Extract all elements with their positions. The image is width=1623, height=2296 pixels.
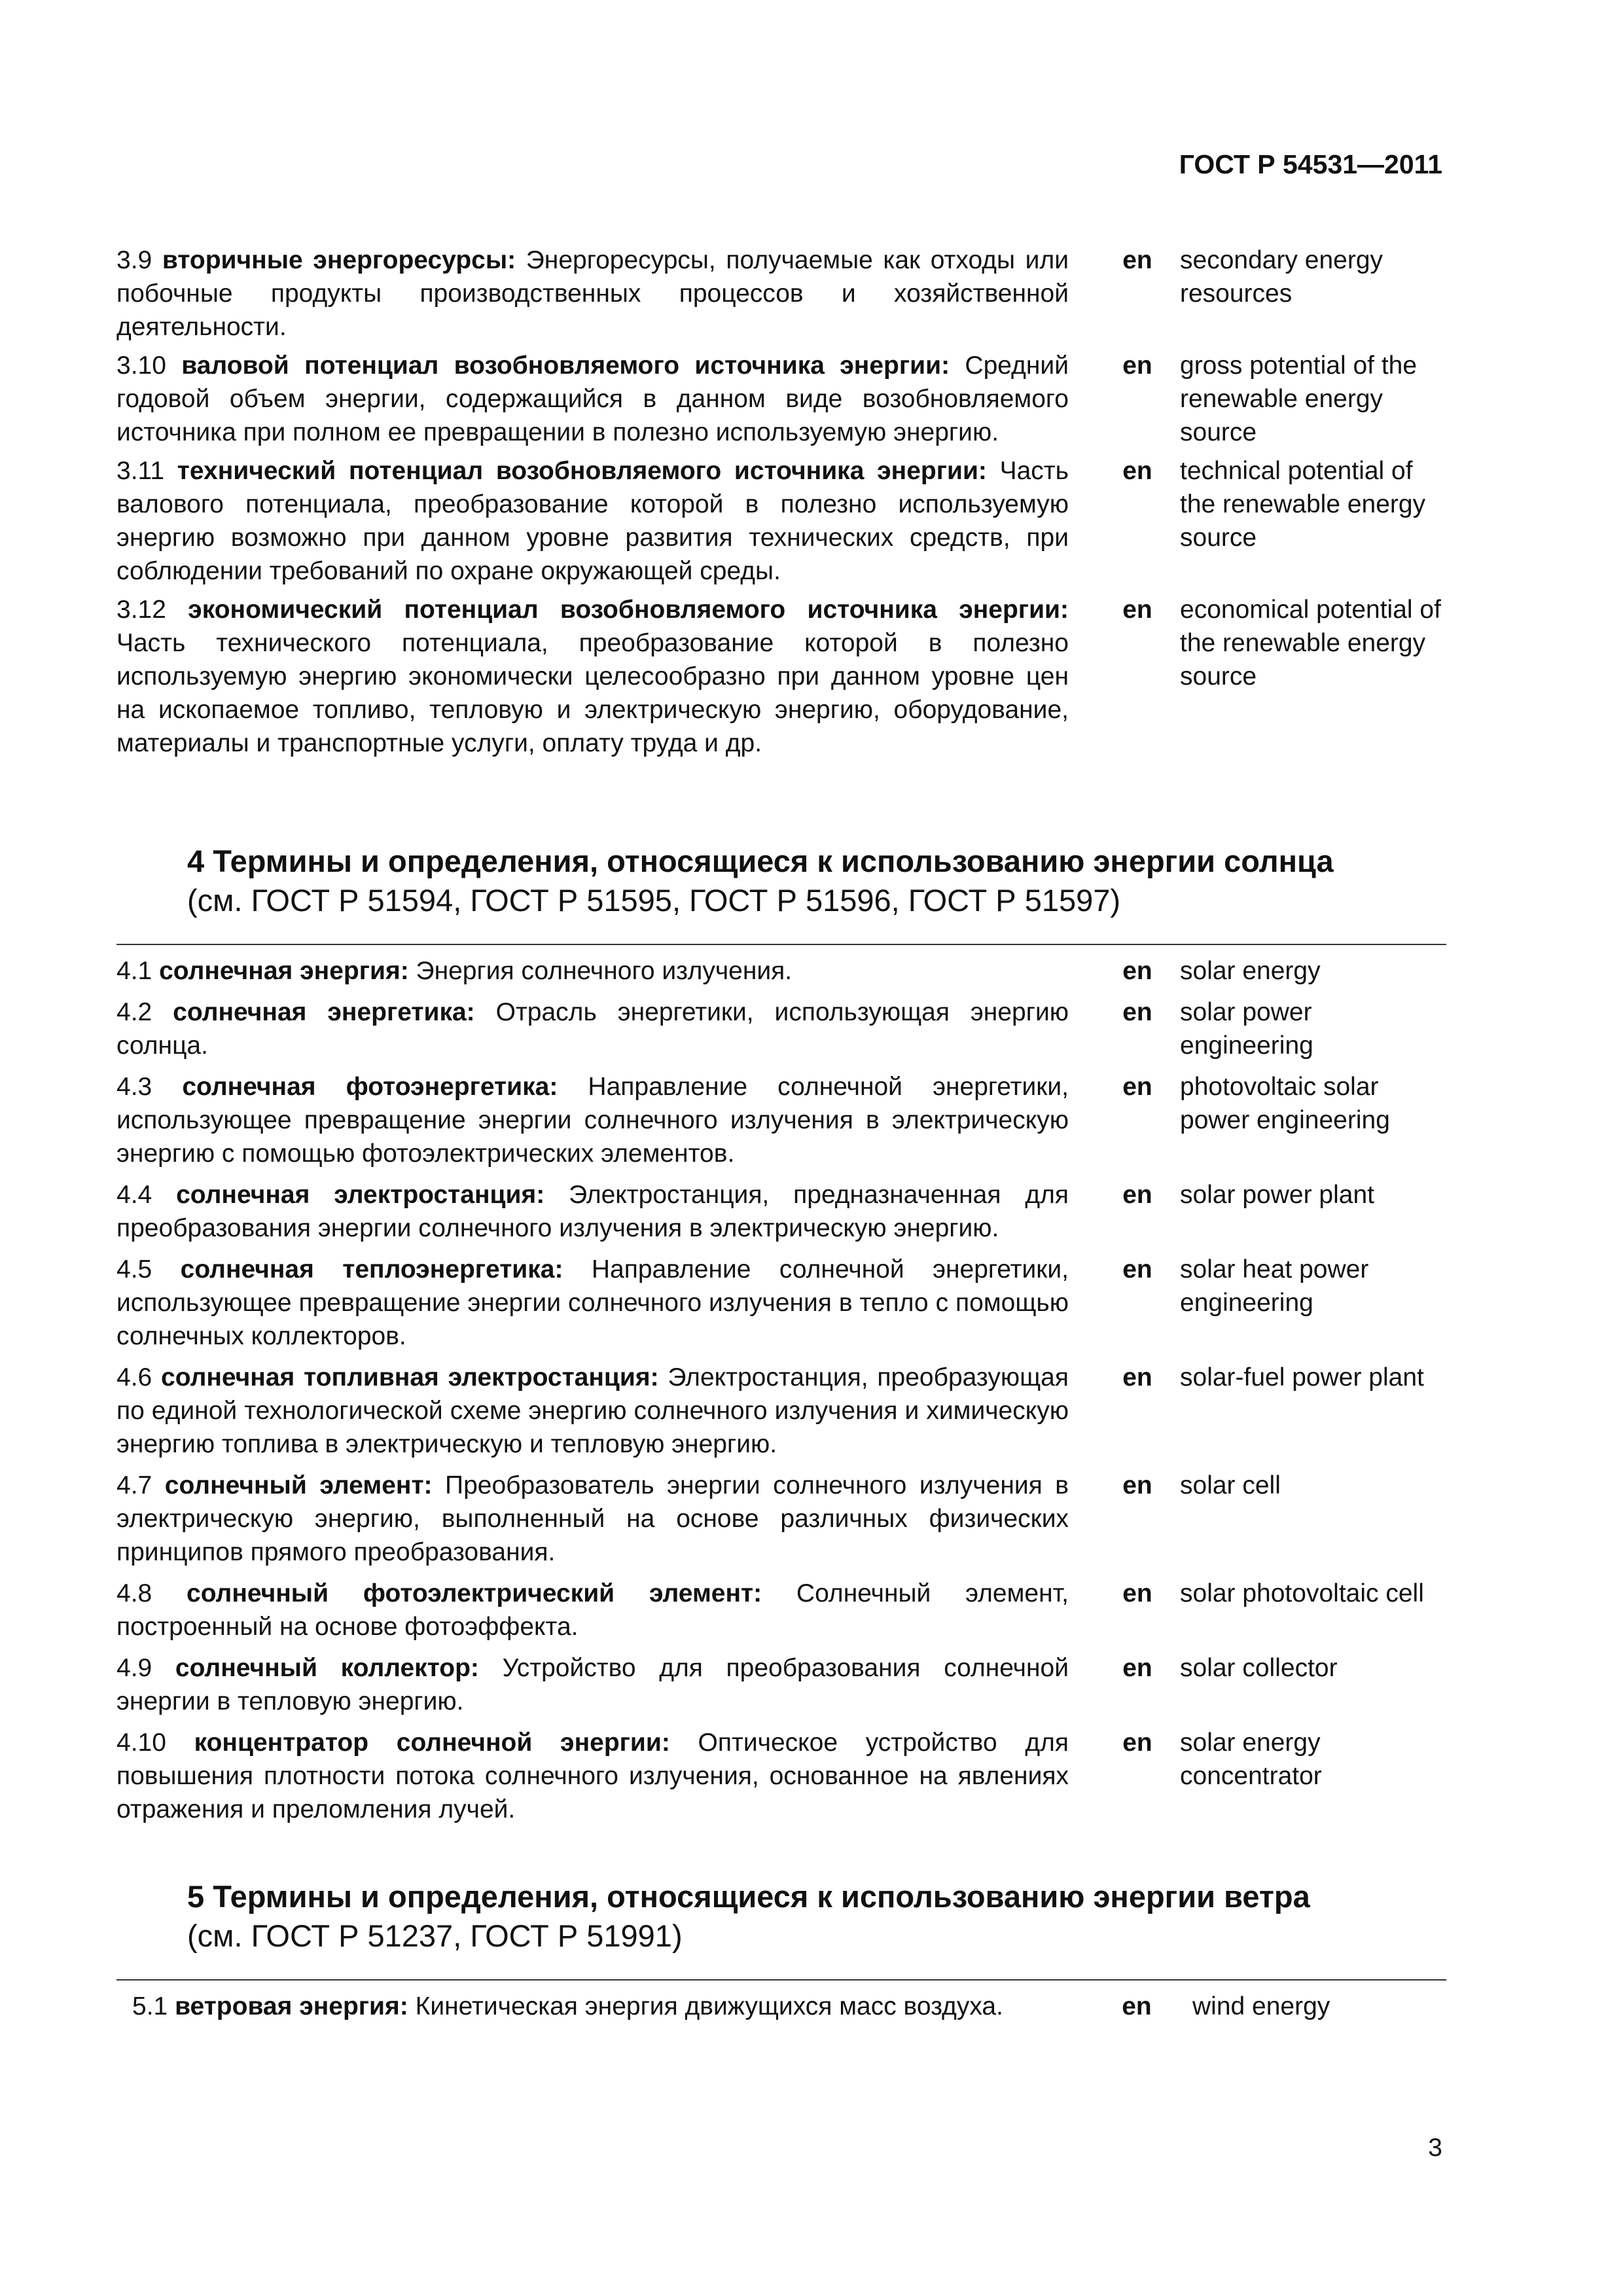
english-equivalent: economical potential of the renewable energy source [1180, 596, 1441, 691]
language-code: en [1122, 1073, 1152, 1101]
term-name: солнечная теплоэнергетика: [180, 1255, 563, 1283]
term-name: солнечный элемент: [164, 1471, 433, 1499]
language-code: en [1122, 1729, 1152, 1757]
language-code: en [1122, 1255, 1152, 1283]
english-equivalent: technical potential of the renewable energy source [1180, 457, 1426, 552]
term-entry-3-11 [116, 454, 1445, 588]
definition-text: 4.2 солнечная энергетика: Отрасль энергетики, использующая энергию солнца. [116, 998, 1069, 1060]
term-name: технический потенциал возобновляемого источника энергии: [177, 457, 987, 485]
definition-text: 4.4 солнечная электростанция: Электростанция, предназначенная для преобразования энергии солнечного излучения в электрическую энергию. [116, 1181, 1069, 1242]
english-equivalent: wind energy [1192, 1992, 1330, 2020]
language-code: en [1122, 1471, 1152, 1499]
term-name: солнечная энергия: [159, 957, 409, 985]
definition-text: 4.8 солнечный фотоэлектрический элемент: Солнечный элемент, построенный на основе фотоэффекта. [116, 1579, 1069, 1641]
language-code: en [1122, 1181, 1152, 1209]
section-4-heading [187, 842, 1483, 920]
term-name: солнечный фотоэлектрический элемент: [187, 1579, 762, 1607]
language-code: en [1122, 1654, 1152, 1682]
language-code: en [1122, 1579, 1152, 1607]
definition-text: 3.9 вторичные энергоресурсы: Энергоресурсы, получаемые как отходы или побочные продукты производственных процессов и хозяйственной деятельности. [116, 246, 1069, 341]
term-name: концентратор солнечной энергии: [194, 1729, 670, 1757]
definition-text: 4.10 концентратор солнечной энергии: Оптическое устройство для повышения плотности потока солнечного излучения, основанное на явлениях отражения и преломления лучей. [116, 1729, 1069, 1823]
term-name: солнечная электростанция: [176, 1181, 545, 1209]
term-name: солнечная фотоэнергетика: [182, 1073, 558, 1101]
definition-text: 4.5 солнечная теплоэнергетика: Направление солнечной энергетики, использующее превращение энергии солнечного излучения в тепло с помощью солнечных коллекторов. [116, 1255, 1069, 1350]
definition-text: 3.10 валовой потенциал возобновляемого источника энергии: Средний годовой объем энергии, содержащийся в данном виде возобновляемого источника при полном ее превращении в полезно используемую энергию. [116, 351, 1069, 446]
english-equivalent: solar photovoltaic cell [1180, 1579, 1424, 1607]
definition-text: 4.6 солнечная топливная электростанция: Электростанция, преобразующая по единой технологической схеме энергию солнечного излучения и химическую энергию топлива в электрическую и тепловую энергию. [116, 1363, 1069, 1458]
divider [116, 944, 1446, 945]
page-number: 3 [1428, 2134, 1442, 2162]
section-3-entries [116, 243, 1445, 765]
language-code: en [1122, 596, 1152, 624]
english-equivalent: solar power plant [1180, 1181, 1374, 1209]
section-4-subtitle: (см. ГОСТ Р 51594, ГОСТ Р 51595, ГОСТ Р 51596, ГОСТ Р 51597) [187, 883, 1121, 918]
term-name: экономический потенциал возобновляемого источника энергии: [188, 596, 1069, 624]
divider [116, 1979, 1446, 1981]
english-equivalent: solar collector [1180, 1654, 1338, 1682]
term-entry-4-4 [116, 1178, 1445, 1245]
term-entry-4-7 [116, 1469, 1445, 1569]
term-name: солнечный коллектор: [175, 1654, 479, 1682]
definition-text: 3.11 технический потенциал возобновляемого источника энергии: Часть валового потенциала, преобразование которой в полезно используемую энергию возможно при данном уровне развития технических средств, при соблюдении требований по охране окружающей среды. [116, 457, 1069, 585]
definition-text: 5.1 ветровая энергия: Кинетическая энергия движущихся масс воздуха. [132, 1992, 1003, 2020]
english-equivalent: solar-fuel power plant [1180, 1363, 1424, 1391]
term-name: валовой потенциал возобновляемого источника энергии: [181, 351, 950, 380]
term-name: вторичные энергоресурсы: [162, 246, 516, 274]
term-entry-4-9 [116, 1651, 1445, 1718]
definition-text: 4.1 солнечная энергия: Энергия солнечного излучения. [116, 957, 793, 985]
english-equivalent: gross potential of the renewable energy source [1180, 351, 1418, 446]
english-equivalent: solar energy concentrator [1180, 1729, 1322, 1790]
term-entry-4-5 [116, 1253, 1445, 1353]
term-entry-5-1 [132, 1990, 1461, 2023]
language-code: en [1122, 998, 1152, 1026]
english-equivalent: photovoltaic solar power engineering [1180, 1073, 1390, 1134]
english-equivalent: solar heat power engineering [1180, 1255, 1369, 1317]
section-4-entries [116, 954, 1445, 1834]
term-entry-4-1 [116, 954, 1445, 988]
term-entry-4-2 [116, 996, 1445, 1062]
term-entry-3-10 [116, 349, 1445, 449]
term-entry-3-9 [116, 243, 1445, 344]
section-5-title: 5 Термины и определения, относящиеся к использованию энергии ветра [187, 1879, 1310, 1914]
language-code: en [1122, 1363, 1152, 1391]
language-code: en [1122, 1992, 1152, 2020]
term-entry-3-12 [116, 593, 1445, 760]
language-code: en [1122, 351, 1152, 380]
english-equivalent: solar cell [1180, 1471, 1281, 1499]
term-name: ветровая энергия: [175, 1992, 408, 2020]
english-equivalent: solar energy [1180, 957, 1321, 985]
definition-text: 4.7 солнечный элемент: Преобразователь энергии солнечного излучения в электрическую энергию, выполненный на основе различных физических принципов прямого преобразования. [116, 1471, 1069, 1566]
english-equivalent: solar power engineering [1180, 998, 1313, 1060]
section-5-heading [187, 1877, 1483, 1956]
term-name: солнечная энергетика: [173, 998, 475, 1026]
document-header: ГОСТ Р 54531—2011 [1179, 149, 1442, 179]
section-5-subtitle: (см. ГОСТ Р 51237, ГОСТ Р 51991) [187, 1918, 683, 1953]
term-name: солнечная топливная электростанция: [161, 1363, 659, 1391]
language-code: en [1122, 957, 1152, 985]
section-4-title: 4 Термины и определения, относящиеся к использованию энергии солнца [187, 844, 1334, 878]
definition-text: 4.9 солнечный коллектор: Устройство для преобразования солнечной энергии в тепловую энергию. [116, 1654, 1069, 1715]
term-entry-4-3 [116, 1070, 1445, 1170]
term-entry-4-6 [116, 1361, 1445, 1461]
term-entry-4-8 [116, 1577, 1445, 1643]
definition-text: 4.3 солнечная фотоэнергетика: Направление солнечной энергетики, использующее превращение энергии солнечного излучения в электрическую энергию с помощью фотоэлектрических элементов. [116, 1073, 1069, 1168]
definition-text: 3.12 экономический потенциал возобновляемого источника энергии: Часть технического потенциала, преобразование которой в полезно используемую энергию экономически целесообразно при данном уровне цен на ископаемое топливо, тепловую и электрическую энергию, оборудование, материалы и транспортные услуги, оплату труда и др. [116, 596, 1069, 757]
term-entry-4-10 [116, 1726, 1445, 1826]
section-5-entries [132, 1990, 1461, 2023]
english-equivalent: secondary energy resources [1180, 246, 1383, 308]
language-code: en [1122, 457, 1152, 485]
language-code: en [1122, 246, 1152, 274]
